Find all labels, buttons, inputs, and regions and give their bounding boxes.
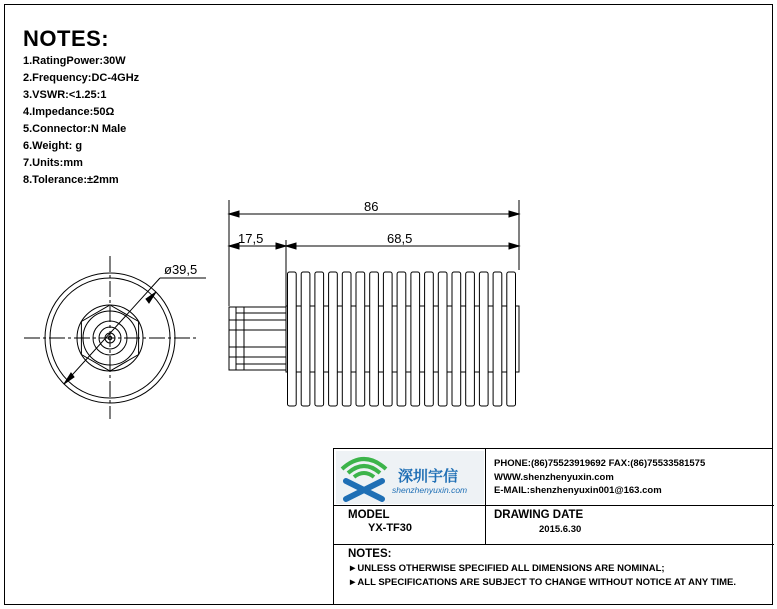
model-value: YX-TF30 [368, 522, 413, 534]
note-weight: 6.Weight: g [23, 140, 83, 152]
company-phone-fax: PHONE:(86)75523919692 FAX:(86)75533581575 [494, 458, 706, 469]
note-rating-power: 1.RatingPower:30W [23, 55, 126, 67]
heatsink-fin [370, 272, 379, 406]
title-block-divider [485, 449, 486, 545]
note-impedance: 4.Impedance:50Ω [23, 106, 115, 118]
heatsink-fin [507, 272, 516, 406]
heatsink-fin [383, 272, 392, 406]
dim-overall-length: 86 [364, 199, 379, 214]
footer-note-change: ►ALL SPECIFICATIONS ARE SUBJECT TO CHANGE WITHOUT NOTICE AT ANY TIME. [348, 577, 737, 588]
heatsink-fin [452, 272, 461, 406]
note-connector: 5.Connector:N Male [23, 123, 127, 135]
footer-note-nominal: ►UNLESS OTHERWISE SPECIFIED ALL DIMENSIONS ARE NOMINAL; [348, 563, 665, 574]
heatsink-fin [479, 272, 488, 406]
notes-title: NOTES: [23, 26, 110, 51]
heatsink-fin [411, 272, 420, 406]
heatsink-side-view [286, 272, 519, 406]
heatsink-fin [438, 272, 447, 406]
heatsink-fin [288, 272, 297, 406]
company-logo [336, 451, 484, 504]
drawing-date-label: DRAWING DATE [494, 509, 584, 521]
note-units: 7.Units:mm [23, 157, 83, 169]
note-frequency: 2.Frequency:DC-4GHz [23, 72, 140, 84]
company-email: E-MAIL:shenzhenyuxin001@163.com [494, 485, 662, 496]
heatsink-fin [425, 272, 434, 406]
heatsink-fin [329, 272, 338, 406]
drawing-date-value: 2015.6.30 [539, 524, 582, 535]
heatsink-fin [356, 272, 365, 406]
note-tolerance: 8.Tolerance:±2mm [23, 174, 119, 186]
heatsink-fin [466, 272, 475, 406]
note-vswr: 3.VSWR:<1.25:1 [23, 89, 107, 101]
company-website: WWW.shenzhenyuxin.com [494, 472, 614, 483]
logo-url-text: shenzhenyuxin.com [392, 485, 468, 495]
heatsink-fin [493, 272, 502, 406]
footer-notes-label: NOTES: [348, 548, 392, 560]
heatsink-fin [315, 272, 324, 406]
logo-chinese-text: 深圳宇信 [398, 467, 459, 485]
heatsink-fin [342, 272, 351, 406]
dim-diameter: ø39,5 [164, 262, 198, 277]
heatsink-fin [301, 272, 310, 406]
dim-body-length: 68,5 [387, 231, 413, 246]
front-view [24, 256, 206, 419]
model-label: MODEL [348, 509, 390, 521]
connector-side-view [229, 307, 286, 370]
heatsink-fin [397, 272, 406, 406]
dim-connector-length: 17,5 [238, 231, 264, 246]
